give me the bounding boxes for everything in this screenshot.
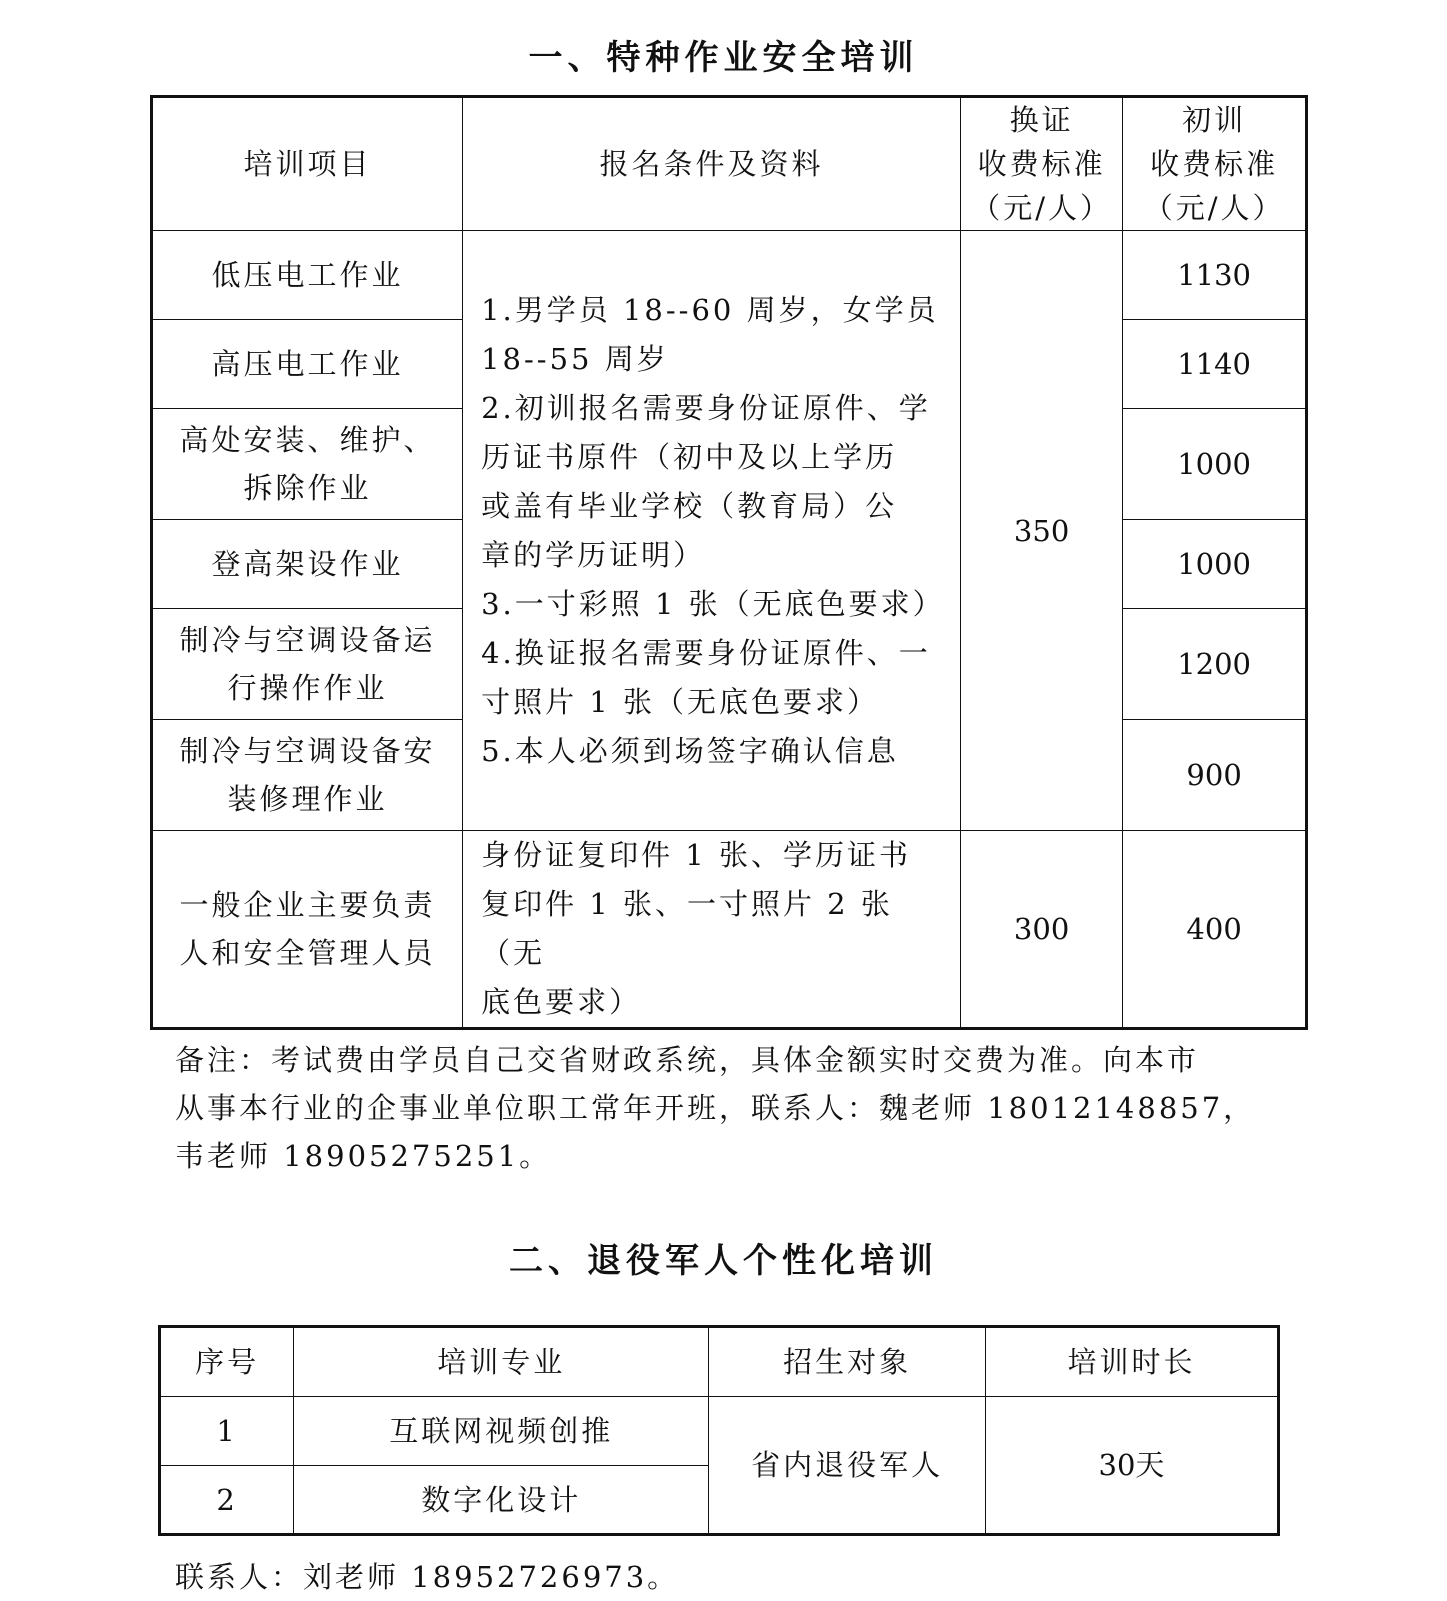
header-target: 招生对象 (709, 1327, 986, 1397)
header-major: 培训专业 (294, 1327, 709, 1397)
row-item: 制冷与空调设备运 行操作作业 (152, 609, 463, 720)
veterans-training-table (158, 1325, 1280, 1536)
shared-duration: 30天 (985, 1397, 1278, 1535)
section2-title: 二、退役军人个性化培训 (509, 1241, 938, 1281)
row-initial-fee: 1130 (1123, 231, 1307, 320)
header-no: 序号 (160, 1327, 294, 1397)
table-header-row (152, 97, 1307, 231)
header-initial-fee: 初训 收费标准 （元/人） (1123, 97, 1307, 231)
header-duration: 培训时长 (985, 1327, 1278, 1397)
row-item: 一般企业主要负责 人和安全管理人员 (152, 831, 463, 1029)
row-item: 高压电工作业 (152, 320, 463, 409)
row-initial-fee: 1000 (1123, 520, 1307, 609)
special-operations-table (150, 95, 1308, 1030)
row-item: 登高架设作业 (152, 520, 463, 609)
row-major: 数字化设计 (294, 1466, 709, 1535)
row-initial-fee: 900 (1123, 720, 1307, 831)
row-initial-fee: 1200 (1123, 609, 1307, 720)
shared-renewal-fee: 350 (961, 231, 1123, 831)
shared-requirements: 1.男学员 18--60 周岁，女学员 18--55 周岁 2.初训报名需要身份证原件、学 历证书原件（初中及以上学历 或盖有毕业学校（教育局）公 章的学历证明） 3.一寸彩照 1 张（无底色要求） 4.换证报名需要身份证原件、一 寸照片 1 张（无底色要求） 5.本人必须到场签字确认信息 (463, 231, 961, 831)
table-row (160, 1397, 1279, 1466)
shared-target: 省内退役军人 (709, 1397, 986, 1535)
row-requirements: 身份证复印件 1 张、学历证书 复印件 1 张、一寸照片 2 张（无 底色要求） (463, 831, 961, 1029)
header-item: 培训项目 (152, 97, 463, 231)
row-no: 1 (160, 1397, 294, 1466)
row-item: 低压电工作业 (152, 231, 463, 320)
row-initial-fee: 400 (1123, 831, 1307, 1029)
row-major: 互联网视频创推 (294, 1397, 709, 1466)
section1-note: 备注：考试费由学员自己交省财政系统，具体金额实时交费为准。向本市 从事本行业的企事业单位职工常年开班，联系人：魏老师 18012148857， 韦老师 18905275251。 (175, 1043, 1256, 1173)
row-item: 高处安装、维护、 拆除作业 (152, 409, 463, 520)
section2-contact: 联系人：刘老师 18952726973。 (175, 1560, 680, 1594)
table-header-row (160, 1327, 1279, 1397)
table-row (152, 831, 1307, 1029)
row-item: 制冷与空调设备安 装修理作业 (152, 720, 463, 831)
table-row (152, 231, 1307, 320)
row-renewal-fee: 300 (961, 831, 1123, 1029)
section1-title: 一、特种作业安全培训 (528, 38, 919, 78)
row-initial-fee: 1000 (1123, 409, 1307, 520)
header-requirements: 报名条件及资料 (463, 97, 961, 231)
row-no: 2 (160, 1466, 294, 1535)
header-renewal-fee: 换证 收费标准 （元/人） (961, 97, 1123, 231)
row-initial-fee: 1140 (1123, 320, 1307, 409)
